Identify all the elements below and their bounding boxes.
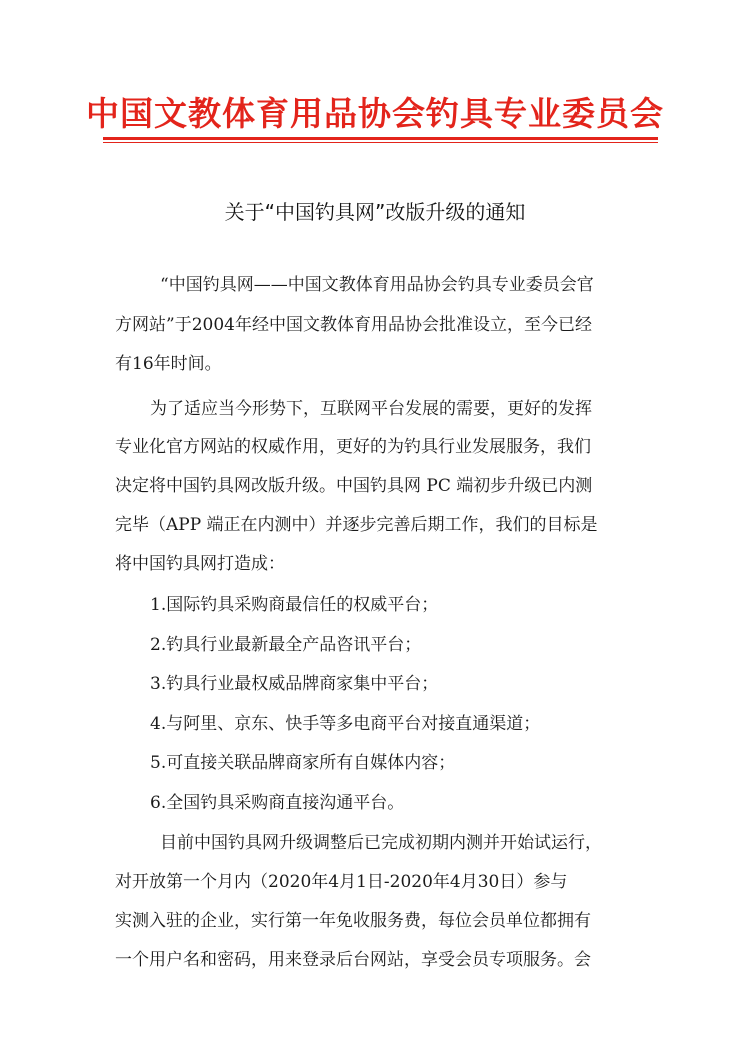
goal-item: 6.全国钓具采购商直接沟通平台。: [150, 793, 405, 813]
paragraph-line: 为了适应当今形势下，互联网平台发展的需要，更好的发挥: [150, 399, 592, 419]
goal-item: 4.与阿里、京东、快手等多电商平台对接直通渠道；: [150, 714, 541, 734]
paragraph-line: 对开放第一个月内（2020年4月1日-2020年4月30日）参与: [115, 872, 568, 892]
paragraph-line: 一个用户名和密码，用来登录后台网站，享受会员专项服务。会: [115, 950, 591, 970]
paragraph-line: 有16年时间。: [115, 354, 222, 374]
paragraph-line: 决定将中国钓具网改版升级。中国钓具网 PC 端初步升级已内测: [115, 476, 593, 496]
notice-title: 关于“中国钓具网”改版升级的通知: [224, 200, 526, 224]
organization-title: 中国文教体育用品协会钓具专业委员会: [86, 94, 664, 133]
paragraph-line: 完毕（APP 端正在内测中）并逐步完善后期工作，我们的目标是: [115, 515, 598, 535]
goal-item: 1.国际钓具采购商最信任的权威平台；: [150, 595, 439, 615]
goal-item: 2.钓具行业最新最全产品咨讯平台；: [150, 635, 422, 655]
goal-item: 5.可直接关联品牌商家所有自媒体内容；: [150, 753, 456, 773]
header-rule-thin: [103, 142, 658, 143]
goal-item: 3.钓具行业最权威品牌商家集中平台；: [150, 674, 439, 694]
paragraph-line: 方网站”于2004年经中国文教体育用品协会批准设立，至今已经: [115, 315, 592, 335]
paragraph-line: 专业化官方网站的权威作用，更好的为钓具行业发展服务，我们: [115, 437, 591, 457]
header-rule-thick: [103, 137, 658, 140]
paragraph-line: 实测入驻的企业，实行第一年免收服务费，每位会员单位都拥有: [115, 911, 591, 931]
paragraph-line: “中国钓具网——中国文教体育用品协会钓具专业委员会官: [160, 275, 594, 295]
paragraph-line: 将中国钓具网打造成：: [115, 554, 285, 574]
paragraph-line: 目前中国钓具网升级调整后已完成初期内测并开始试运行，: [160, 833, 602, 853]
